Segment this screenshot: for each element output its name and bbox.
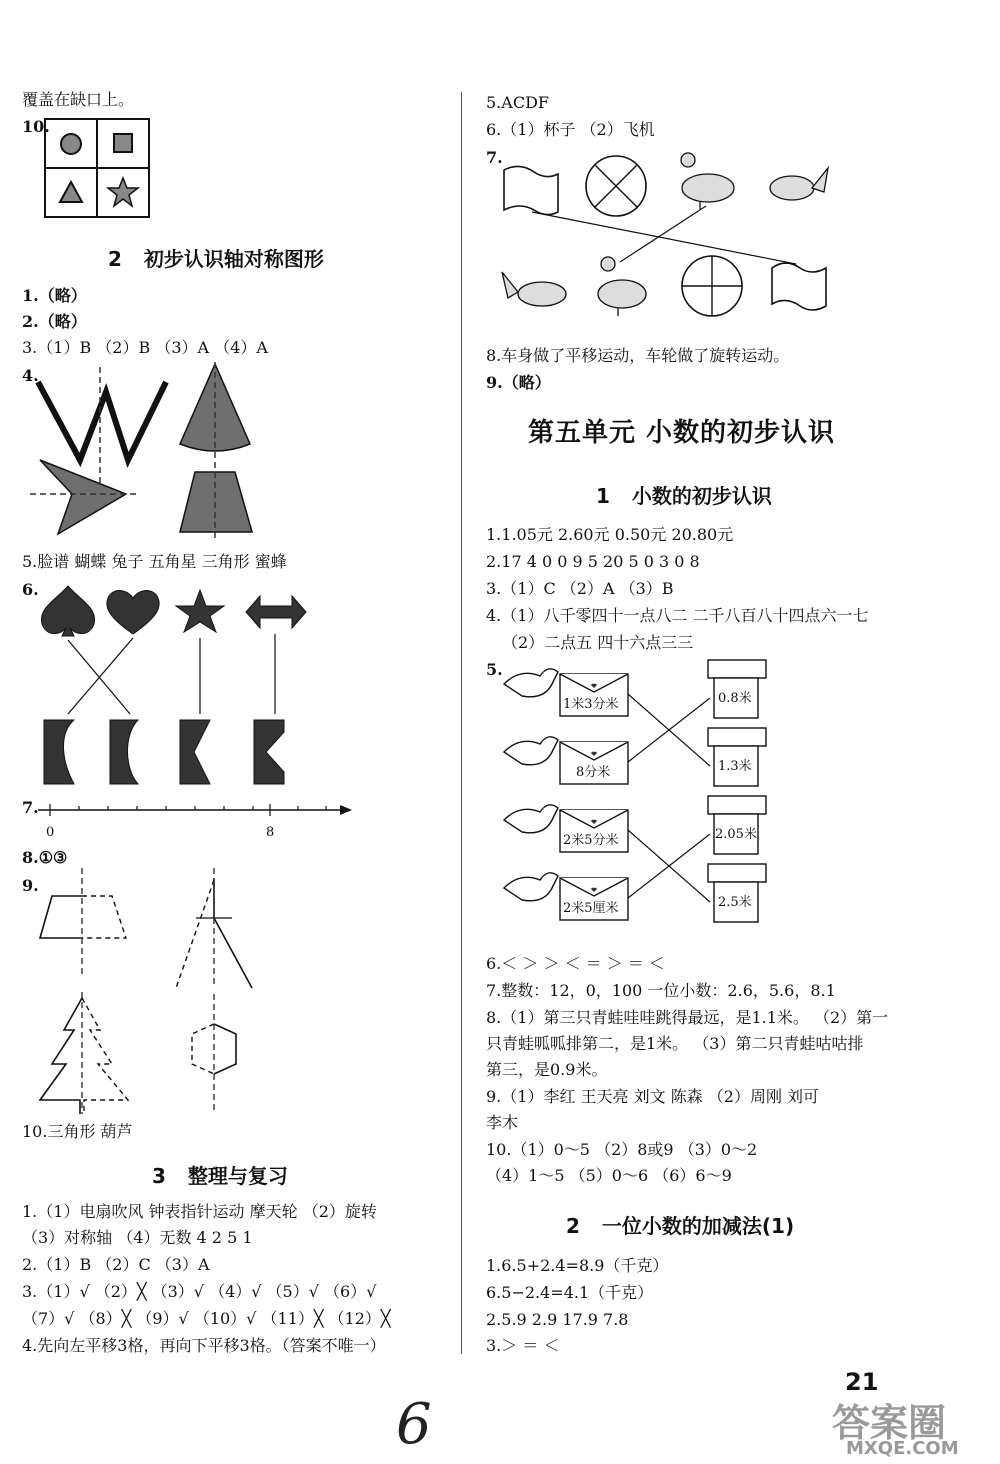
answer-line: 9.: [22, 876, 39, 895]
answer-line: （4）1～5 （5）0～6 （6）6～9: [486, 1166, 732, 1185]
answer-line: （7）√ （8）╳ （9）√ （10）√ （11）╳ （12）╳: [22, 1309, 391, 1328]
section-heading: 1 小数的初步认识: [596, 484, 772, 508]
envelope-label: 2米5厘米: [563, 901, 619, 916]
circle-shape: [61, 134, 81, 154]
column-divider: [461, 92, 462, 1354]
answer-line: 1.6.5+2.4=8.9（千克）: [486, 1256, 669, 1275]
symmetry-completion-figure: [36, 868, 256, 1114]
fish-icon: [502, 272, 566, 306]
envelope-label: 8分米: [576, 765, 611, 780]
answer-line: 3.＞ ＝ ＜: [486, 1336, 560, 1355]
answer-line: 4.: [22, 366, 39, 385]
shape-grid-figure: [44, 118, 152, 220]
square-shape: [114, 134, 132, 152]
answer-line: 8.（1）第三只青蛙哇哇跳得最远，是1.1米。 （2）第一: [486, 1008, 889, 1027]
answer-line: 5.脸谱 蝴蝶 兔子 五角星 三角形 蜜蜂: [22, 552, 287, 571]
object-matching-figure: [496, 146, 836, 326]
answer-line: 第三，是0.9米。: [486, 1060, 608, 1079]
answer-line: 2.17 4 0 0 9 5 20 5 0 3 0 8: [486, 552, 700, 571]
mailbox-label: 1.3米: [718, 759, 752, 774]
answer-line: 3.（1）C （2）A （3）B: [486, 579, 674, 598]
section-heading: 3 整理与复习: [152, 1164, 288, 1188]
answer-line: 7.: [486, 148, 503, 167]
mailbox-label: 2.05米: [715, 827, 757, 842]
answer-line: 6.5−2.4=4.1（千克）: [486, 1283, 654, 1302]
answer-line: （3）对称轴 （4）无数 4 2 5 1: [22, 1228, 253, 1247]
section-heading: 2 一位小数的加减法(1): [566, 1214, 795, 1238]
bird-icon: [681, 153, 734, 210]
answer-line: 6.（1）杯子 （2）飞机: [486, 120, 655, 139]
answer-line: 2.（1）B （2）C （3）A: [22, 1255, 210, 1274]
answer-line: 7.整数：12，0，100 一位小数：2.6，5.6，8.1: [486, 981, 836, 1000]
text-line: 覆盖在缺口上。: [22, 90, 135, 109]
answer-line: 只青蛙呱呱排第二，是1米。 （3）第二只青蛙咕咕排: [486, 1034, 864, 1053]
answer-line: 3.（1）√ （2）╳ （3）√ （4）√ （5）√ （6）√: [22, 1282, 377, 1301]
handwritten-mark: 6: [396, 1392, 432, 1457]
mailbox-label: 0.8米: [718, 691, 752, 706]
symmetry-shapes-figure: [30, 362, 280, 542]
triangle-shape: [60, 182, 82, 202]
page-number: 21: [845, 1368, 879, 1396]
answer-line: 10.三角形 葫芦: [22, 1122, 133, 1141]
answer-line: 4.先向左平移3格，再向下平移3格。（答案不唯一）: [22, 1336, 386, 1355]
answer-line: 8.车身做了平移运动，车轮做了旋转运动。: [486, 346, 790, 365]
dove-icon: [504, 805, 558, 833]
section-heading: 2 初步认识轴对称图形: [108, 247, 324, 271]
axis-label-0: 0: [46, 825, 55, 840]
dove-icon: [504, 737, 558, 765]
envelope-label: 1米3分米: [563, 697, 619, 712]
answer-line: 李木: [486, 1113, 519, 1132]
answer-line: 2.（略）: [22, 312, 87, 331]
answer-line: 9.（略）: [486, 373, 551, 392]
answer-line: 8.①③: [22, 848, 68, 867]
answer-line: 6.: [22, 580, 39, 599]
star-shape: [108, 178, 138, 206]
answer-line: 5.ACDF: [486, 93, 549, 112]
envelope-label: 2米5分米: [563, 833, 619, 848]
answer-line: 9.（1）李红 王天亮 刘文 陈森 （2）周刚 刘可: [486, 1087, 820, 1106]
answer-line: 2.5.9 2.9 17.9 7.8: [486, 1310, 629, 1329]
answer-line: 10.（1）0～5 （2）8或9 （3）0～2: [486, 1140, 758, 1159]
dove-icon: [504, 669, 558, 697]
answer-line: 1.（1）电扇吹风 钟表指针运动 摩天轮 （2）旋转: [22, 1202, 377, 1221]
envelope-mailbox-figure: [496, 654, 786, 932]
matching-shapes-figure: [38, 582, 318, 792]
mailbox-label: 2.5米: [718, 895, 752, 910]
number-line-figure: [36, 796, 356, 844]
dove-icon: [504, 873, 558, 901]
axis-label-8: 8: [266, 825, 275, 840]
answer-line: 3.（1）B （2）B （3）A （4）A: [22, 338, 268, 357]
answer-line: （2）二点五 四十六点三三: [502, 633, 694, 652]
question-number: 10.: [22, 117, 50, 136]
watermark-logo: 答案圈: [832, 1401, 947, 1445]
answer-line: 1.（略）: [22, 286, 87, 305]
bird-icon: [598, 257, 646, 316]
answer-line: 4.（1）八千零四十一点八二 二千八百八十四点六一七: [486, 606, 869, 625]
answer-line: 6.＜ ＞ ＞ ＜ ＝ ＞ ＝ ＜: [486, 954, 665, 973]
answer-line: 7.: [22, 798, 39, 817]
answer-line: 5.: [486, 660, 503, 679]
answer-line: 1.1.05元 2.60元 0.50元 20.80元: [486, 525, 734, 544]
unit-title: 第五单元 小数的初步认识: [528, 418, 836, 448]
watermark-url: MXQE.COM: [846, 1438, 959, 1459]
fish-icon: [770, 168, 828, 200]
